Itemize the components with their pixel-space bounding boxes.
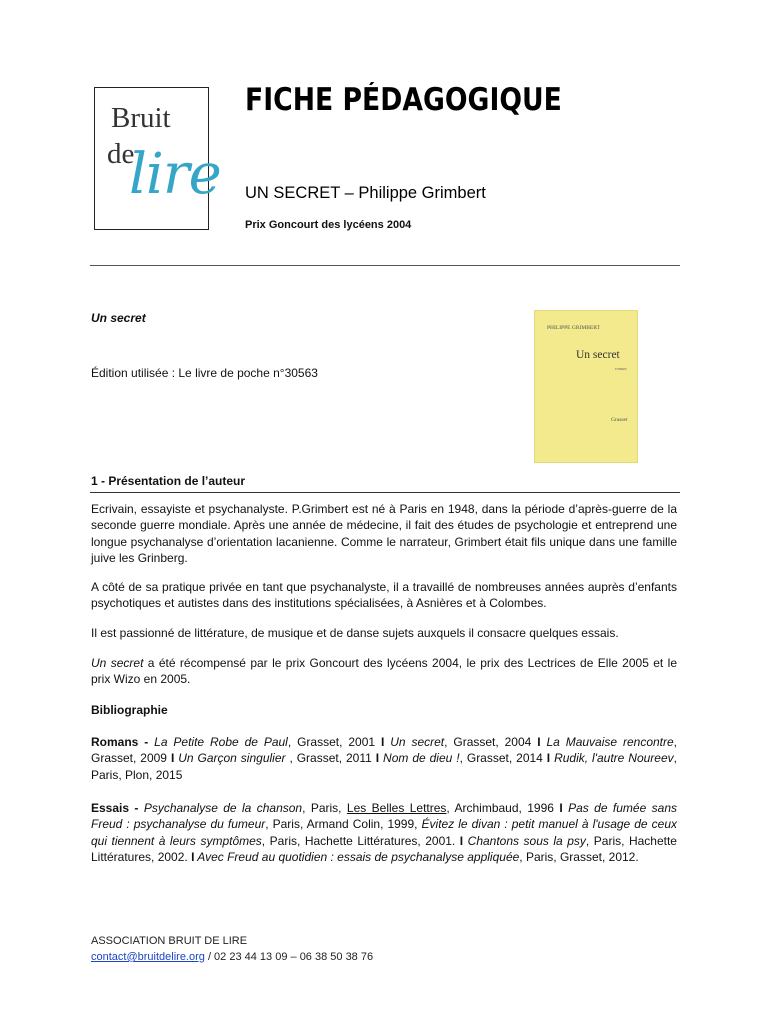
book-cover-image [534,310,638,463]
text-segment: , Paris, [302,801,347,815]
edition-line: Édition utilisée : Le livre de poche n°30563 [91,366,318,380]
text-segment: Romans - [91,735,155,749]
text-segment: , Grasset, 2011 [289,751,376,766]
cover-author: PHILIPPE GRIMBERT [547,325,600,331]
paragraph-practice [91,579,677,612]
text-segment: Rudik, l'autre Noureev [550,751,674,766]
cover-publisher: Grasset [611,417,628,423]
bibliography-novels [91,734,677,783]
text-segment: Essais - [91,801,144,815]
text-segment: Évitez le divan : petit manuel à l'usage de ceux qui tiennent à leurs symptômes [91,817,677,848]
footer-contact [91,951,373,963]
paragraph-biography [91,501,677,567]
text-segment: , Grasset, 2001 [287,735,381,749]
text-segment: , Paris, Grasset, 2012. [519,850,639,865]
text-segment: a été récompensé par le prix Goncourt des lycéens 2004, le prix des Lectrices de Elle 2005 et le prix Wizo en 2005. [91,656,677,687]
text-segment: Pas de fumée sans Freud : psychanalyse du fumeur [91,801,677,832]
cover-title: Un secret [576,349,620,361]
text-segment: Psychanalyse de la chanson [143,801,303,815]
text-segment: I [170,751,175,766]
text-segment: I [546,751,551,766]
footer-organization: ASSOCIATION BRUIT DE LIRE [91,935,248,947]
text-segment: Un secret [91,656,144,670]
text-segment: I [459,833,464,848]
text-segment: La Petite Robe de Paul [154,735,288,749]
text-segment: I [559,801,563,815]
logo-word-bruit: Bruit [111,102,171,134]
text-segment: A côté de sa pratique privée en tant que psychanalyste, il a travaillé de nombreuses années auprès d’enfants psychotiques et autistes dans des institutions spécialisées, à Asnières et à Colombes. [91,580,677,611]
text-segment: , Archimbaud, 1996 [446,801,560,815]
contact-email-link[interactable]: contact@bruitdelire.org [91,951,205,963]
text-segment: , Paris, Hachette Littératures, 2001. [261,833,460,848]
text-segment: La Mauvaise rencontre [540,735,674,749]
text-segment: Il est passionné de littérature, de musique et de danse sujets auxquels il consacre quelques essais. [91,626,619,640]
text-segment: Chantons sous la psy [463,833,586,848]
text-segment: Un Garçon singulier [174,751,290,766]
text-segment: Avec Freud au quotidien : essais de psychanalyse appliquée [194,850,520,865]
section-divider [90,492,680,493]
prize-line: Prix Goncourt des lycéens 2004 [245,219,412,231]
work-title: Un secret [91,311,146,325]
text-segment: , Grasset, 2009 [91,735,678,766]
logo-word-de: de [107,138,135,170]
text-segment: I [191,850,195,865]
text-segment: I [537,735,541,749]
text-segment: I [375,751,380,766]
paragraph-interests [91,625,677,641]
text-segment: , Paris, Hachette Littératures, 2002. [91,833,677,865]
text-segment: Un secret [384,735,445,749]
paragraph-awards [91,655,677,688]
book-heading: UN SECRET – Philippe Grimbert [245,184,486,202]
text-segment: I [380,735,385,749]
page-title: FICHE PÉDAGOGIQUE [245,82,562,118]
bibliography-essays [91,800,677,866]
text-segment: , Grasset, 2004 [444,735,538,749]
footer-phones: / 02 23 44 13 09 – 06 38 50 38 76 [204,951,374,963]
text-segment: , Grasset, 2014 [459,751,547,766]
bibliography-heading: Bibliographie [91,703,168,717]
cover-genre: roman [615,366,627,371]
logo-word-lire: lire [129,142,221,207]
text-segment: , Paris, Armand Colin, 1999, [265,817,422,832]
text-segment: , Paris, Plon, 2015 [91,751,677,782]
header-divider [90,265,680,266]
text-segment: Ecrivain, essayiste et psychanalyste. P.Grimbert est né à Paris en 1948, dans la période d’après-guerre de la seconde guerre mondiale. Après une année de médecine, il fait des études de psychologie et entreprend une longue psychanalyse d’orientation lacanienne. Comme le narrateur, Grimbert était fils unique dans une famille juive les Grinberg. [91,502,677,566]
bruit-de-lire-logo [94,87,221,230]
text-segment[interactable]: Les Belles Lettres [346,801,447,815]
section-heading-author: 1 - Présentation de l’auteur [91,474,246,488]
text-segment: Nom de dieu ! [379,751,460,766]
